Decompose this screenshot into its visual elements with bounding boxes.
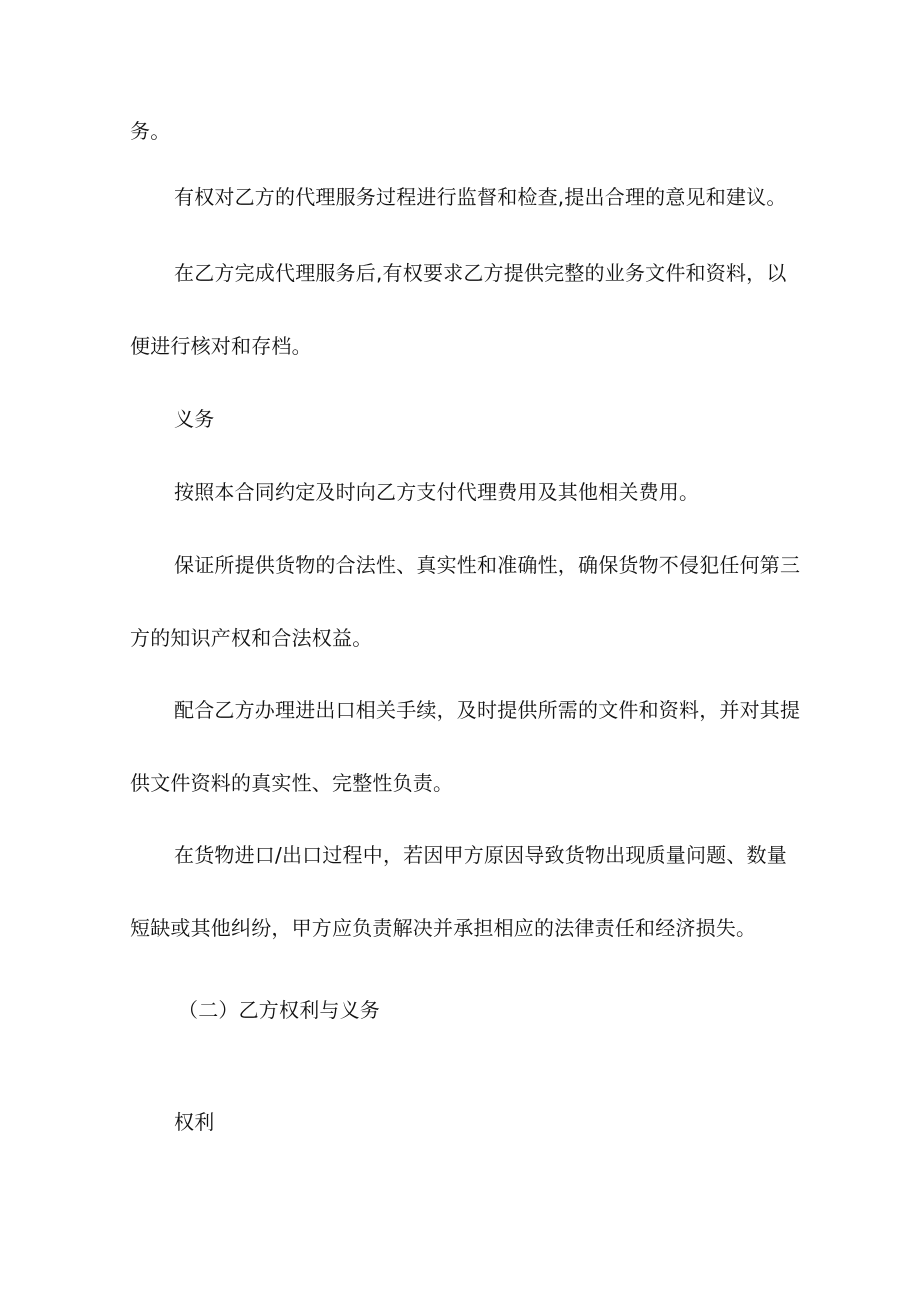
text-line-continuation: 务。 bbox=[130, 119, 171, 143]
text-line-obligation-legality: 保证所提供货物的合法性、真实性和准确性，确保货物不侵犯任何第三 bbox=[174, 553, 801, 577]
section-heading-rights: 权利 bbox=[174, 1110, 215, 1134]
text-line-obligation-disputes: 在货物进口/出口过程中，若因甲方原因导致货物出现质量问题、数量 bbox=[174, 843, 787, 867]
text-line-obligation-cooperate-cont: 供文件资料的真实性、完整性负责。 bbox=[130, 771, 454, 795]
text-line-obligation-disputes-cont: 短缺或其他纠纷，甲方应负责解决并承担相应的法律责任和经济损失。 bbox=[130, 916, 757, 940]
text-line-obligation-cooperate: 配合乙方办理进出口相关手续，及时提供所需的文件和资料，并对其提 bbox=[174, 698, 801, 722]
section-heading-obligations: 义务 bbox=[174, 407, 215, 431]
text-line-right-documents-cont: 便进行核对和存档。 bbox=[130, 334, 312, 358]
text-line-obligation-legality-cont: 方的知识产权和合法权益。 bbox=[130, 626, 373, 650]
text-line-right-supervise: 有权对乙方的代理服务过程进行监督和检查,提出合理的意见和建议。 bbox=[174, 185, 787, 209]
section-heading-party-b: （二）乙方权利与义务 bbox=[178, 998, 380, 1022]
text-line-right-documents: 在乙方完成代理服务后,有权要求乙方提供完整的业务文件和资料，以 bbox=[174, 261, 787, 285]
text-line-obligation-payment: 按照本合同约定及时向乙方支付代理费用及其他相关费用。 bbox=[174, 480, 700, 504]
